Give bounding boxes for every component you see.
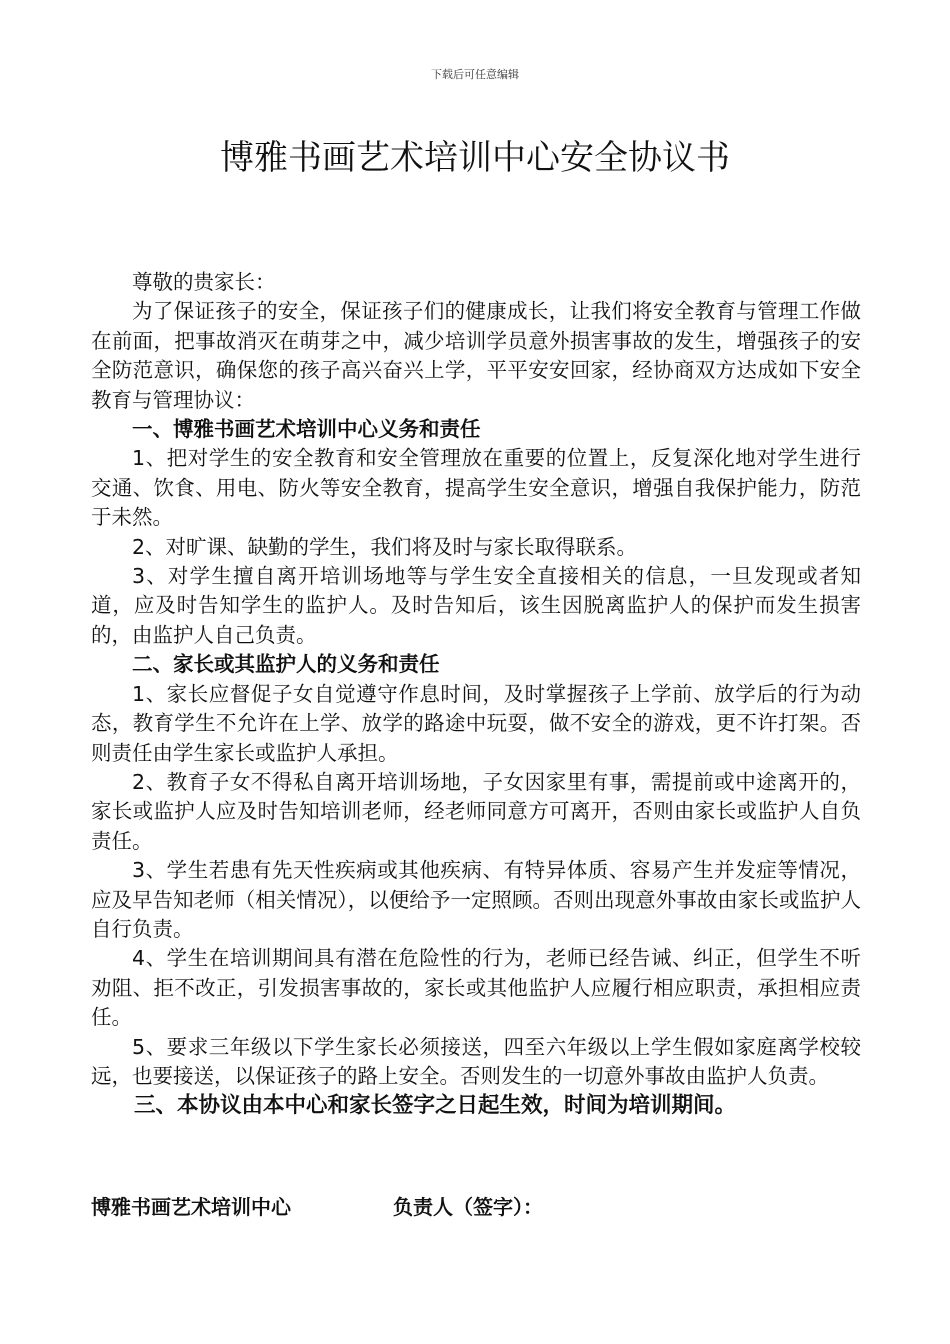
document-body xyxy=(91,268,861,1121)
header-note: 下载后可任意编辑 xyxy=(431,68,519,81)
clause-2-3: 3、学生若患有先天性疾病或其他疾病、有特异体质、容易产生并发症等情况，应及早告知老师（相关情况），以便给予一定照顾。否则出现意外事故由家长或监护人自行负责。 xyxy=(91,858,861,941)
section-heading-3: 三、本协议由本中心和家长签字之日起生效，时间为培训期间。 xyxy=(134,1093,737,1119)
section-heading-1: 一、博雅书画艺术培训中心义务和责任 xyxy=(132,417,481,442)
clause-2-2: 2、教育子女不得私自离开培训场地，子女因家里有事，需提前或中途离开的，家长或监护人应及时告知培训老师，经老师同意方可离开，否则由家长或监护人自负责任。 xyxy=(91,769,861,853)
clause-1-1: 1、把对学生的安全教育和安全管理放在重要的位置上，反复深化地对学生进行交通、饮食、用电、防火等安全教育，提高学生安全意识，增强自我保护能力，防范于未然。 xyxy=(91,446,861,530)
greeting: 尊敬的贵家长： xyxy=(132,270,276,294)
signature-org: 博雅书画艺术培训中心 xyxy=(91,1195,291,1219)
signature-row xyxy=(91,1193,861,1221)
signature-label: 负责人（签字）： xyxy=(393,1195,543,1219)
section-heading-2: 二、家长或其监护人的义务和责任 xyxy=(132,652,440,677)
clause-1-3: 3、对学生擅自离开培训场地等与学生安全直接相关的信息，一旦发现或者知道，应及时告知学生的监护人。及时告知后，该生因脱离监护人的保护而发生损害的，由监护人自己负责。 xyxy=(91,564,861,647)
clause-2-1: 1、家长应督促子女自觉遵守作息时间，及时掌握孩子上学前、放学后的行为动态，教育学生不允许在上学、放学的路途中玩耍，做不安全的游戏，更不许打架。否则责任由学生家长或监护人承担。 xyxy=(91,681,861,765)
clause-1-2: 2、对旷课、缺勤的学生，我们将及时与家长取得联系。 xyxy=(132,534,638,559)
intro-paragraph: 为了保证孩子的安全，保证孩子们的健康成长，让我们将安全教育与管理工作做在前面，把事故消灭在萌芽之中，减少培训学员意外损害事故的发生，增强孩子的安全防范意识，确保您的孩子高兴奋兴上学，平平安安回家，经协商双方达成如下安全教育与管理协议： xyxy=(91,299,861,412)
document-title: 博雅书画艺术培训中心安全协议书 xyxy=(220,138,730,178)
clause-2-5: 5、要求三年级以下学生家长必须接送，四至六年级以上学生假如家庭离学校较远，也要接送，以保证孩子的路上安全。否则发生的一切意外事故由监护人负责。 xyxy=(91,1034,861,1088)
clause-2-4: 4、学生在培训期间具有潜在危险性的行为，老师已经告诫、纠正，但学生不听劝阻、拒不改正，引发损害事故的，家长或其他监护人应履行相应职责，承担相应责任。 xyxy=(91,946,861,1030)
